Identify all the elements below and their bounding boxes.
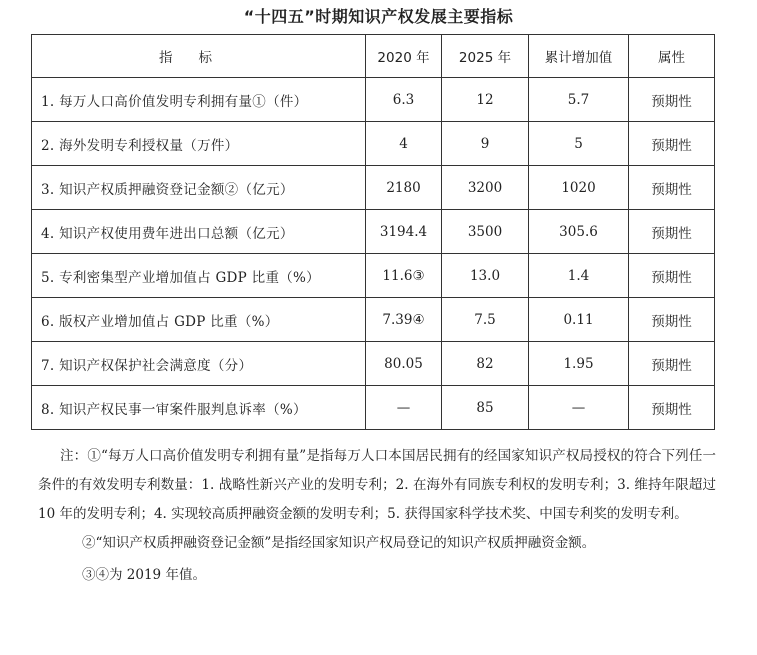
cell-attribute: 预期性 [629, 166, 715, 210]
cell-2020: — [366, 386, 442, 430]
notes-section [38, 442, 716, 590]
cell-2020: 80.05 [366, 342, 442, 386]
table-row [32, 386, 715, 430]
table-row [32, 122, 715, 166]
cell-indicator: 4. 知识产权使用费年进出口总额（亿元） [32, 210, 366, 254]
cell-increase: 0.11 [529, 298, 629, 342]
cell-2020: 11.6③ [366, 254, 442, 298]
header-2025: 2025 年 [442, 35, 529, 78]
cell-2020: 3194.4 [366, 210, 442, 254]
cell-2020: 6.3 [366, 78, 442, 122]
cell-2025: 3200 [442, 166, 529, 210]
table-row [32, 210, 715, 254]
cell-increase: 5 [529, 122, 629, 166]
cell-attribute: 预期性 [629, 386, 715, 430]
table-row [32, 78, 715, 122]
cell-indicator: 5. 专利密集型产业增加值占 GDP 比重（%） [32, 254, 366, 298]
header-attribute: 属性 [629, 35, 715, 78]
header-indicator: 指标 [32, 35, 366, 78]
cell-2025: 3500 [442, 210, 529, 254]
cell-2025: 12 [442, 78, 529, 122]
cell-2020: 2180 [366, 166, 442, 210]
cell-increase: — [529, 386, 629, 430]
cell-2025: 7.5 [442, 298, 529, 342]
cell-indicator: 8. 知识产权民事一审案件服判息诉率（%） [32, 386, 366, 430]
cell-2025: 85 [442, 386, 529, 430]
note-3: ③④为 2019 年值。 [82, 567, 206, 583]
table-title: “十四五”时期知识产权发展主要指标 [243, 7, 514, 26]
cell-indicator: 3. 知识产权质押融资登记金额②（亿元） [32, 166, 366, 210]
cell-increase: 1.95 [529, 342, 629, 386]
indicators-table [31, 34, 715, 430]
cell-2025: 13.0 [442, 254, 529, 298]
cell-2020: 4 [366, 122, 442, 166]
table-row [32, 342, 715, 386]
table-header-row [32, 35, 715, 78]
cell-2020: 7.39④ [366, 298, 442, 342]
table-row [32, 298, 715, 342]
table-row [32, 254, 715, 298]
cell-attribute: 预期性 [629, 78, 715, 122]
note-1: 注：①“每万人口高价值发明专利拥有量”是指每万人口本国居民拥有的经国家知识产权局授权的符合下列任一条件的有效发明专利数量：1. 战略性新兴产业的发明专利；2. 在海外有同族专利权的发明专利；3. 维持年限超过 10 年的发明专利；4. 实现较高质押融资金额的发明专利；5. 获得国家科学技术奖、中国专利奖的发明专利。 [38, 448, 716, 522]
cell-attribute: 预期性 [629, 122, 715, 166]
note-2: ②“知识产权质押融资登记金额”是指经国家知识产权局登记的知识产权质押融资金额。 [82, 535, 596, 551]
table-row [32, 166, 715, 210]
cell-2025: 82 [442, 342, 529, 386]
cell-2025: 9 [442, 122, 529, 166]
cell-increase: 305.6 [529, 210, 629, 254]
cell-increase: 1020 [529, 166, 629, 210]
cell-indicator: 7. 知识产权保护社会满意度（分） [32, 342, 366, 386]
cell-indicator: 1. 每万人口高价值发明专利拥有量①（件） [32, 78, 366, 122]
header-increase: 累计增加值 [529, 35, 629, 78]
header-2020: 2020 年 [366, 35, 442, 78]
cell-attribute: 预期性 [629, 342, 715, 386]
cell-indicator: 6. 版权产业增加值占 GDP 比重（%） [32, 298, 366, 342]
cell-attribute: 预期性 [629, 254, 715, 298]
cell-attribute: 预期性 [629, 210, 715, 254]
cell-increase: 1.4 [529, 254, 629, 298]
cell-attribute: 预期性 [629, 298, 715, 342]
cell-indicator: 2. 海外发明专利授权量（万件） [32, 122, 366, 166]
cell-increase: 5.7 [529, 78, 629, 122]
